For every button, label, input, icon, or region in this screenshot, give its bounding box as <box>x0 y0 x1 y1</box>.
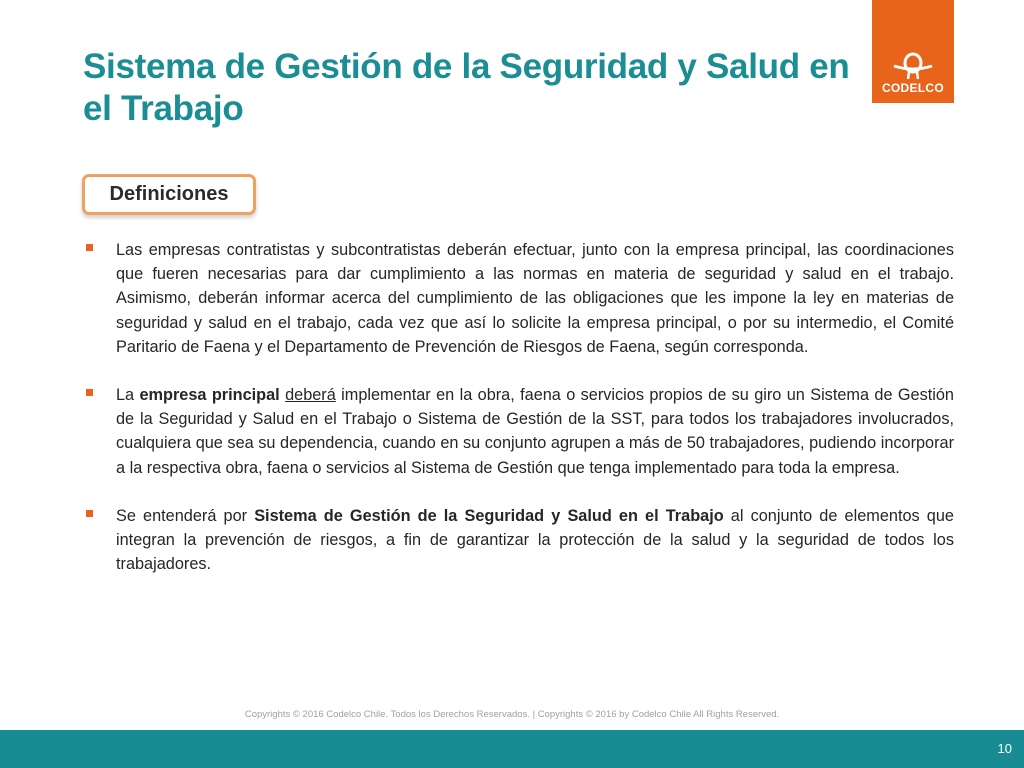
list-item <box>86 504 954 577</box>
paragraph-text <box>116 504 954 577</box>
text-run: al conjunto de elementos que integran la prevención de riesgos, a fin de garantizar la protección de la salud y la seguridad de todos los trabajadores. <box>116 506 954 574</box>
copyright-text: Copyrights © 2016 Codelco Chile. Todos los Derechos Reservados. | Copyrights © 2016 by Codelco Chile All Rights Reserved. <box>244 709 780 720</box>
text-run: La <box>116 386 140 405</box>
page-number: 10 <box>997 741 1012 756</box>
bold-term: Sistema de Gestión de la Seguridad y Salud en el Trabajo <box>254 506 724 525</box>
square-bullet-icon <box>86 244 93 251</box>
list-item <box>86 383 954 480</box>
footer-bar <box>0 730 1024 768</box>
bold-term: empresa principal <box>139 386 280 405</box>
text-run: Se entenderá por <box>116 506 255 525</box>
logo-text: CODELCO <box>881 81 945 95</box>
list-item <box>86 238 954 359</box>
paragraph-text: Las empresas contratistas y subcontratistas deberán efectuar, junto con la empresa principal, las coordinaciones que fueren necesarias para dar cumplimiento a las normas en materia de seguridad y salud en el trabajo. Asimismo, deberán informar acerca del cumplimiento de las obligaciones que les impone la ley en materias de seguridad y salud en el trabajo, cada vez que así lo solicite la empresa principal, o por su intermedio, el Comité Paritario de Faena y el Departamento de Prevención de Riesgos de Faena, según corresponda. <box>116 241 954 356</box>
square-bullet-icon <box>86 510 93 517</box>
page-title: Sistema de Gestión de la Seguridad y Salud en el Trabajo <box>83 47 850 128</box>
codelco-logo <box>872 0 954 103</box>
content-list <box>86 238 954 600</box>
paragraph-text <box>116 383 954 480</box>
codelco-mark-icon <box>893 52 933 80</box>
underlined-term: deberá <box>285 386 336 405</box>
text-run: implementar en la obra, faena o servicios propios de su giro un Sistema de Gestión de la Seguridad y Salud en el Trabajo o Sistema de Gestión de la SST, para todos los trabajadores involucrados, cualquiera que sea su dependencia, cuando en su conjunto agrupen a más de 50 trabajadores, pudiendo incorporar a la respectiva obra, faena o servicios al Sistema de Gestión que tenga implementado para toda la empresa. <box>116 386 954 477</box>
definitions-badge: Definiciones <box>82 174 256 215</box>
square-bullet-icon <box>86 389 93 396</box>
